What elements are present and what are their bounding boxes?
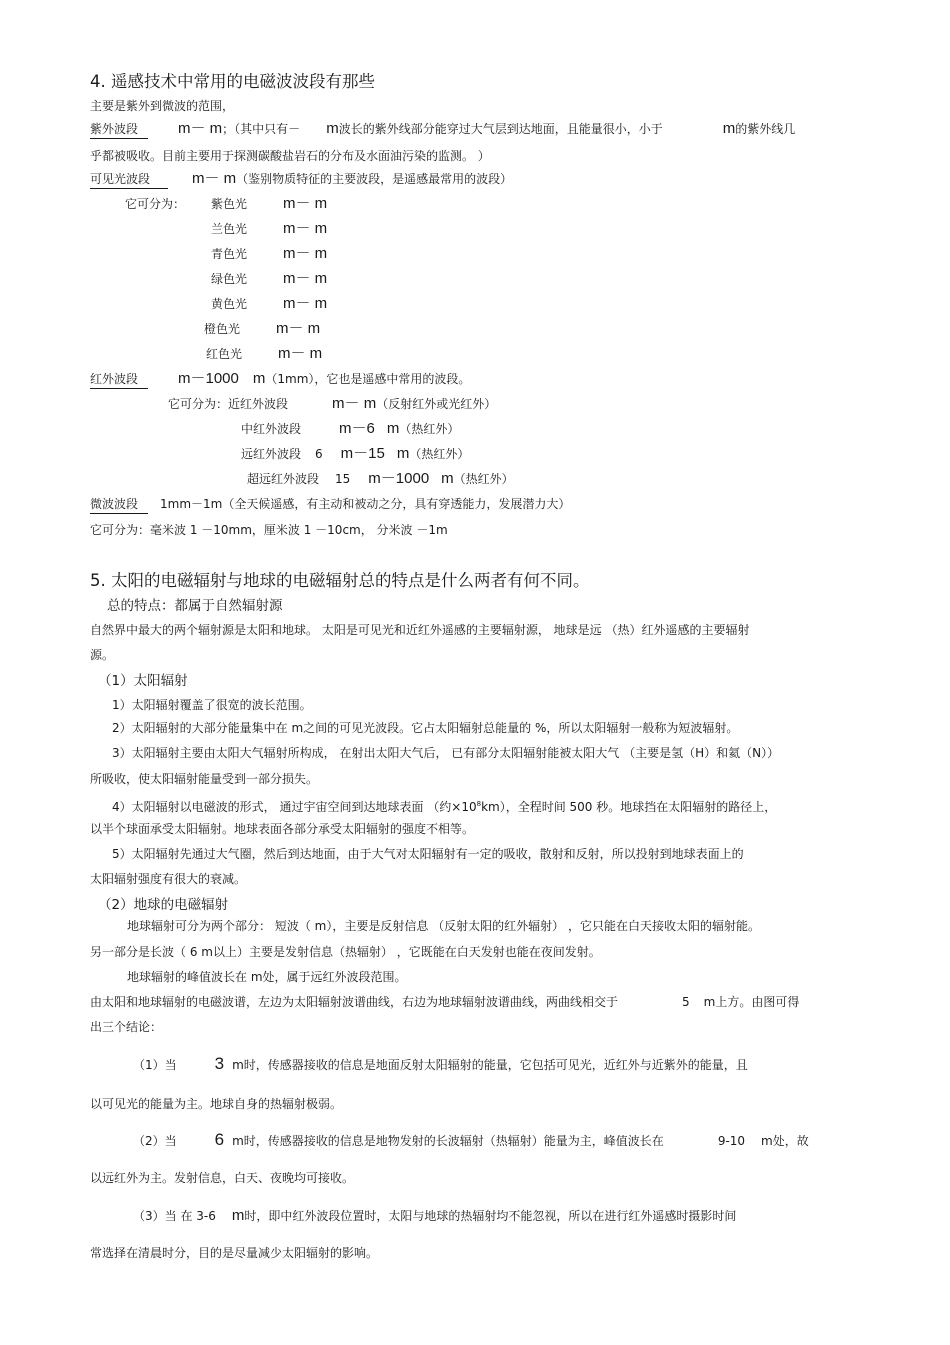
c3-text: 时，即中红外波段位置时，太阳与地球的热辐射均不能忽视，所以在进行红外遥感时摄影时间	[244, 1209, 737, 1223]
q5-title: 5. 太阳的电磁辐射与地球的电磁辐射总的特点是什么两者有何不同。	[90, 571, 590, 590]
q5-p1b: 源。	[90, 648, 115, 662]
c2-text: m时，传感器接收的信息是地物发射的长波辐射（热辐射）能量为主，峰值波长在	[232, 1134, 664, 1148]
q4-title: 4. 遥感技术中常用的电磁波波段有那些	[90, 72, 375, 91]
ir-note: （1mm），它也是遥感中常用的波段。	[265, 372, 471, 386]
ir-xfar-range: m－1000	[368, 470, 430, 487]
ir-range: m－1000	[178, 370, 239, 387]
conclusion-1b: 以可见光的能量为主。地球自身的热辐射极弱。	[90, 1097, 343, 1111]
ir-divide-row	[168, 396, 496, 412]
color-row	[204, 321, 320, 337]
conclusion-3	[133, 1208, 736, 1224]
q5-p1a: 自然界中最大的两个辐射源是太阳和地球。 太阳是可见光和近红外遥感的主要辐射源， 地球是远 （热）红外遥感的主要辐射	[90, 623, 750, 637]
color-name: 兰色光	[211, 222, 248, 236]
conclusion-1	[133, 1056, 748, 1073]
s1-item-4-text: 4）太阳辐射以电磁波的形式， 通过宇宙空间到达地球表面 （约×	[112, 800, 462, 814]
ir-xfar-unit: m	[441, 470, 454, 487]
ir-mid-name: 中红外波段	[241, 422, 302, 436]
color-row	[211, 296, 327, 312]
s1-item-4-exp: 8	[476, 800, 482, 808]
ir-mid-range: m－6	[339, 420, 375, 437]
s2-cross-val: 5	[682, 995, 690, 1009]
color-row	[211, 271, 327, 287]
ir-divide-prefix: 它可分为：	[168, 397, 229, 411]
visible-range: m－ m	[192, 170, 237, 187]
s2-cross-rest: m上方。由图可得	[703, 995, 800, 1009]
s2-title: （2）地球的电磁辐射	[98, 897, 229, 913]
c1-value: 3	[214, 1054, 225, 1073]
ir-near-note: （反射红外或光红外）	[376, 397, 497, 411]
color-range: m－ m	[283, 270, 328, 287]
ir-unit: m	[252, 370, 266, 387]
s2-item: 另一部分是长波（ 6 m以上）主要是发射信息（热辐射） ，它既能在白天发射也能在夜间发射。	[90, 945, 601, 959]
s1-item: 所吸收，使太阳辐射能量受到一部分损失。	[90, 772, 319, 786]
color-range: m－ m	[276, 320, 321, 337]
ir-near-name: 近红外波段	[228, 397, 289, 411]
ir-far-note: （热红外）	[409, 447, 470, 461]
ir-label: 红外波段	[90, 371, 148, 389]
uv-line	[90, 121, 795, 139]
color-name: 橙色光	[204, 322, 241, 336]
s2-item: 地球辐射可分为两个部分： 短波（ m），主要是反射信息 （反射太阳的红外辐射） ，它只能在白天接收太阳的辐射能。	[127, 919, 760, 933]
s1-item-4-ten: 10	[461, 800, 477, 814]
ir-far-range: m－15	[340, 445, 385, 462]
s1-item: 5）太阳辐射先通过大气圈，然后到达地面，由于大气对太阳辐射有一定的吸收，散射和反射，所以投射到地球表面上的	[112, 847, 744, 861]
color-range: m－ m	[283, 195, 328, 212]
uv-unit-2: m	[722, 120, 736, 137]
color-name: 红色光	[206, 347, 243, 361]
ir-mid-unit: m	[386, 420, 400, 437]
uv-range: m－ m	[178, 120, 223, 137]
c3-unit: m	[231, 1207, 245, 1224]
conclusion-3b: 常选择在清晨时分，目的是尽量减少太阳辐射的影响。	[90, 1246, 379, 1260]
color-range: m－ m	[283, 220, 328, 237]
s2-cross-text: 由太阳和地球辐射的电磁波谱，左边为太阳辐射波谱曲线，右边为地球辐射波谱曲线，两曲线相交于	[90, 995, 619, 1009]
color-range: m－ m	[283, 295, 328, 312]
color-name: 紫色光	[211, 197, 248, 211]
micro-text: 1mm－1m（全天候遥感，有主动和被动之分，具有穿透能力，发展潜力大）	[160, 497, 571, 511]
color-row	[211, 196, 327, 212]
color-row	[211, 246, 327, 262]
micro-line	[90, 496, 570, 514]
ir-xfar-start: 15	[335, 472, 351, 486]
s1-item-4	[112, 796, 776, 815]
color-row	[211, 221, 327, 237]
s1-item-4-rest: km），全程时间 500 秒。地球挡在太阳辐射的路径上，	[481, 800, 777, 814]
c2-unit: m处，故	[761, 1134, 809, 1148]
ir-xfar-row	[247, 471, 514, 487]
c3-prefix: （3）当 在 3-6	[133, 1209, 216, 1223]
conclusion-2	[133, 1132, 809, 1149]
micro-divide: 它可分为：毫米波 1 －10mm，厘米波 1 －10cm， 分米波 －1m	[90, 523, 448, 537]
ir-xfar-name: 超远红外波段	[247, 472, 320, 486]
uv-unit: m	[326, 120, 339, 137]
s1-item: 1）太阳辐射覆盖了很宽的波长范围。	[112, 698, 312, 712]
s1-item: 以半个球面承受太阳辐射。地球表面各部分承受太阳辐射的强度不相等。	[90, 822, 475, 836]
uv-line2: 乎都被吸收。目前主要用于探测碳酸盐岩石的分布及水面油污染的监测。 ）	[90, 149, 490, 163]
color-name: 黄色光	[211, 297, 248, 311]
micro-label: 微波波段	[90, 496, 148, 514]
color-name: 绿色光	[211, 272, 248, 286]
ir-far-start: 6	[315, 447, 323, 461]
color-name: 青色光	[211, 247, 248, 261]
s2-item: 地球辐射的峰值波长在 m处，属于远红外波段范围。	[127, 970, 407, 984]
c1-text: m时，传感器接收的信息是地面反射太阳辐射的能量，它包括可见光，近红外与近紫外的能量，且	[232, 1058, 748, 1072]
uv-text3: 的紫外线几	[735, 122, 796, 136]
visible-label: 可见光波段	[90, 171, 168, 189]
q4-intro: 主要是紫外到微波的范围，	[90, 99, 235, 113]
c2-range: 9-10	[717, 1134, 746, 1148]
ir-line	[90, 371, 470, 389]
ir-mid-note: （热红外）	[399, 422, 460, 436]
ir-near-range: m－ m	[332, 395, 377, 412]
ir-mid-row	[241, 421, 459, 437]
uv-text2: 波长的紫外线部分能穿过大气层到达地面，且能量很小，小于	[338, 122, 663, 136]
color-range: m－ m	[283, 245, 328, 262]
c2-value: 6	[214, 1130, 225, 1149]
visible-line	[90, 171, 512, 189]
uv-text1: ；（其中只有－	[222, 122, 301, 136]
color-row	[206, 346, 322, 362]
s1-title: （1）太阳辐射	[98, 673, 188, 689]
ir-far-row	[241, 446, 469, 462]
s1-item: 3）太阳辐射主要由太阳大气辐射所构成， 在射出太阳大气后， 已有部分太阳辐射能被太阳大气 （主要是氢（H）和氦（N））	[112, 746, 780, 760]
c2-prefix: （2）当	[133, 1134, 177, 1148]
visible-note: （鉴别物质特征的主要波段，是遥感最常用的波段）	[236, 172, 513, 186]
q5-feature: 总的特点：都属于自然辐射源	[107, 598, 283, 614]
ir-far-name: 远红外波段	[241, 447, 302, 461]
s2-item: 出三个结论：	[90, 1020, 163, 1034]
uv-label: 紫外波段	[90, 121, 148, 139]
s1-item: 太阳辐射强度有很大的衰减。	[90, 872, 247, 886]
c1-prefix: （1）当	[133, 1058, 177, 1072]
ir-far-unit: m	[396, 445, 410, 462]
s1-item: 2）太阳辐射的大部分能量集中在 m之间的可见光波段。它占太阳辐射总能量的 %，所以太阳辐射一般称为短波辐射。	[112, 721, 739, 735]
visible-divide-prefix: 它可分为：	[125, 197, 186, 211]
ir-xfar-note: （热红外）	[453, 472, 514, 486]
color-range: m－ m	[278, 345, 323, 362]
s2-cross-line	[90, 994, 799, 1010]
conclusion-2b: 以远红外为主。发射信息，白天、夜晚均可接收。	[90, 1171, 355, 1185]
